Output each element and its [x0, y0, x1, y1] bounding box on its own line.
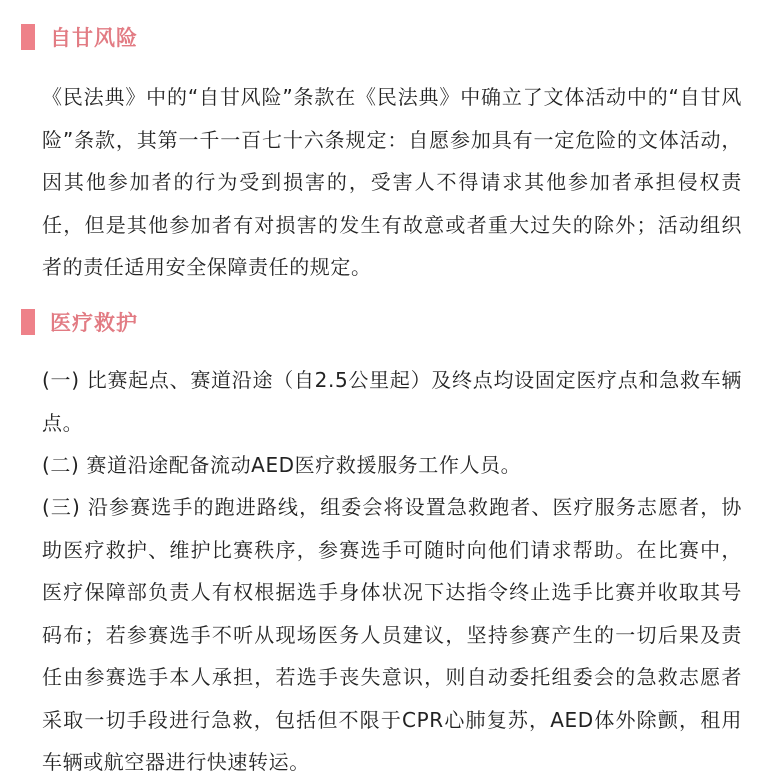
- section-title: 医疗救护: [50, 311, 138, 335]
- risk-paragraph: 《民法典》中的“自甘风险”条款在《民法典》中确立了文体活动中的“自甘风险”条款，其第一千一百七十六条规定：自愿参加具有一定危险的文体活动，因其他参加者的行为受到损害的，受害人不得请求其他参加者承担侵权责任，但是其他参加者有对损害的发生有故意或者重大过失的除外；活动组织者的责任适用安全保障责任的规定。: [42, 85, 742, 279]
- medical-item-3: (三) 沿参赛选手的跑进路线，组委会将设置急救跑者、医疗服务志愿者，协助医疗救护、维护比赛秩序，参赛选手可随时向他们请求帮助。在比赛中，医疗保障部负责人有权根据选手身体状况下达指令终止选手比赛并收取其号码布；若参赛选手不听从现场医务人员建议，坚持参赛产生的一切后果及责任由参赛选手本人承担，若选手丧失意识，则自动委托组委会的急救志愿者采取一切手段进行急救，包括但不限于CPR心肺复苏，AED体外除颤，租用车辆或航空器进行快速转运。: [42, 495, 742, 774]
- section-title: 自甘风险: [50, 26, 138, 50]
- medical-item-1: (一) 比赛起点、赛道沿途（自2.5公里起）及终点均设固定医疗点和急救车辆点。: [42, 368, 742, 435]
- medical-item-2: (二) 赛道沿途配备流动AED医疗救援服务工作人员。: [42, 453, 522, 477]
- section-header-risk: [21, 24, 138, 50]
- section-header-medical: [21, 309, 138, 335]
- section-accent-bar: [21, 24, 35, 50]
- section-accent-bar: [21, 309, 35, 335]
